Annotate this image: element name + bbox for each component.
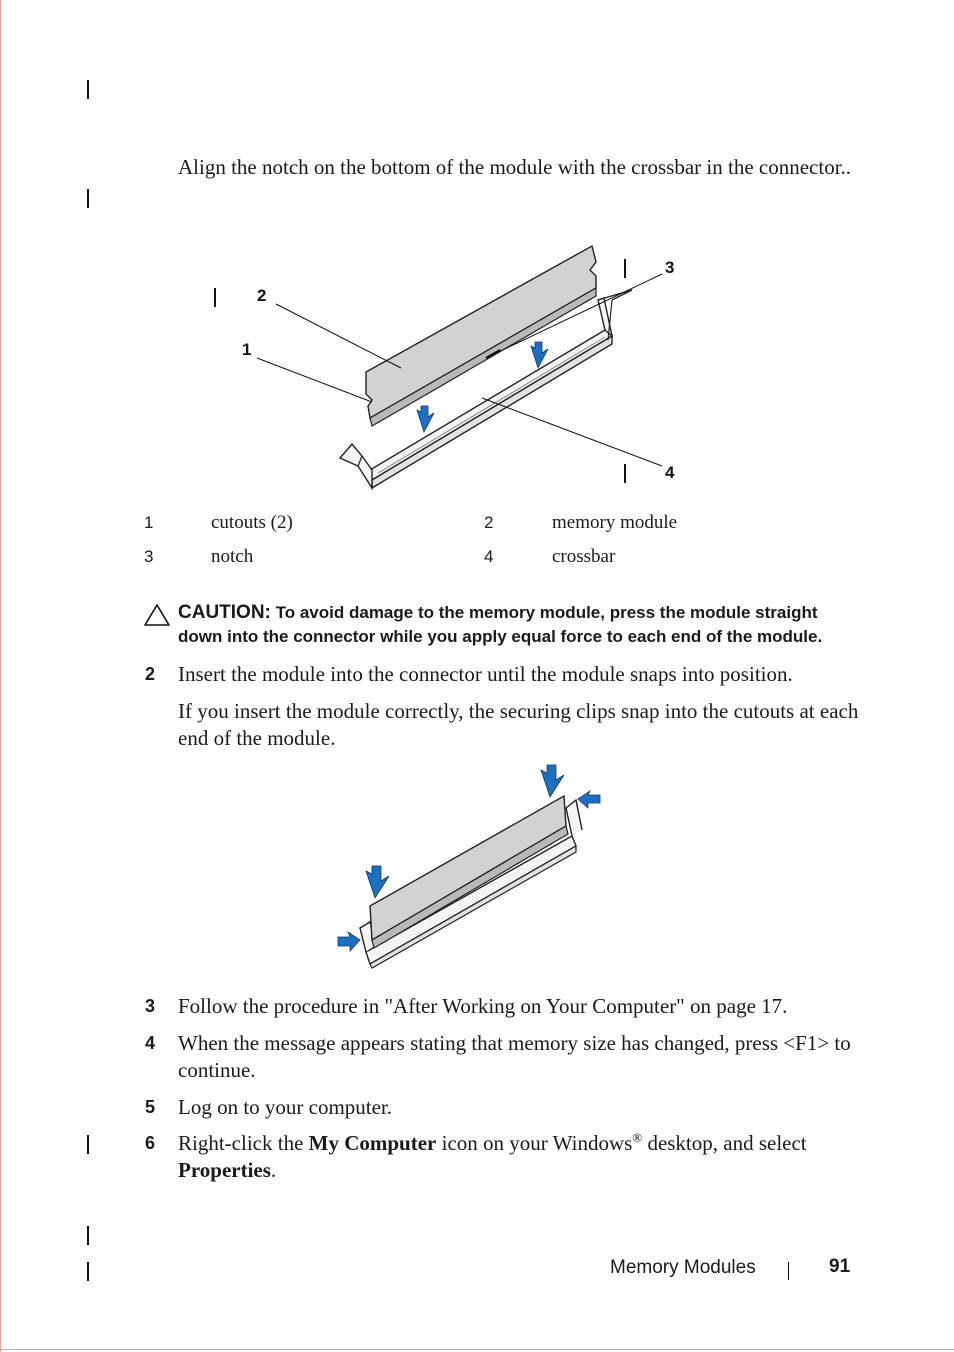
step-text-part: desktop, and select [642, 1131, 807, 1155]
intro-text: Align the notch on the bottom of the module with the crossbar in the connector.. [178, 155, 852, 179]
caution-icon [143, 603, 171, 627]
callout-1: 1 [242, 340, 252, 359]
change-bar [87, 189, 89, 208]
change-bar [214, 288, 216, 307]
step-text-part: icon on your Windows [436, 1131, 633, 1155]
step-number: 5 [145, 1097, 156, 1117]
step-text: When the message appears stating that memory size has changed, press <F1> to continue. [178, 1031, 851, 1082]
change-bar [87, 1135, 89, 1154]
clip-arrow-icon [578, 791, 600, 808]
down-arrow-icon [366, 866, 389, 898]
callout-2: 2 [257, 286, 267, 305]
legend-number: 3 [144, 547, 154, 566]
legend-label: memory module [552, 512, 678, 533]
page-edge [0, 0, 1, 1352]
down-arrow-icon [541, 765, 564, 797]
step-note: If you insert the module correctly, the securing clips snap into the cutouts at each end of the module. [178, 699, 859, 750]
seated-module-figure [330, 755, 610, 975]
down-arrow-icon [531, 342, 548, 368]
step-number: 2 [145, 664, 156, 684]
callout-3: 3 [665, 258, 675, 277]
step-text: Insert the module into the connector until the module snaps into position. [178, 662, 793, 686]
step-number: 4 [145, 1033, 156, 1053]
caution-text: To avoid damage to the memory module, press the module straight down into the connector while you apply equal force to each end of the module. [178, 603, 823, 646]
step-text-part: Right-click the [178, 1131, 309, 1155]
step-text-part: . [270, 1158, 277, 1182]
step-text: Follow the procedure in "After Working on Your Computer" on page 17. [178, 994, 788, 1018]
footer-title: Memory Modules [610, 1257, 756, 1278]
down-arrow-icon [417, 406, 434, 432]
legend-label: crossbar [552, 546, 616, 567]
footer-divider [788, 1262, 789, 1280]
step-text: Log on to your computer. [178, 1095, 393, 1119]
properties-label: Properties [178, 1158, 271, 1182]
legend-number: 4 [484, 547, 494, 566]
page-number: 91 [829, 1256, 851, 1277]
step-text [178, 1130, 868, 1184]
callout-4: 4 [665, 463, 675, 482]
caution-label: CAUTION: [178, 602, 271, 623]
page-edge [0, 1349, 954, 1350]
change-bar [87, 1226, 89, 1245]
step-number: 3 [145, 996, 156, 1016]
registered-mark: ® [632, 1130, 643, 1145]
step-number: 6 [145, 1133, 156, 1153]
legend-number: 1 [144, 513, 154, 532]
clip-arrow-icon [338, 932, 360, 951]
memory-insertion-figure [230, 238, 690, 493]
legend-label: notch [211, 546, 254, 567]
caution-block [178, 601, 858, 649]
my-computer-label: My Computer [308, 1131, 437, 1155]
legend-number: 2 [484, 513, 494, 532]
change-bar [87, 1262, 89, 1281]
legend-label: cutouts (2) [211, 512, 293, 533]
change-bar [87, 80, 89, 99]
memory-module-shape [366, 246, 596, 426]
